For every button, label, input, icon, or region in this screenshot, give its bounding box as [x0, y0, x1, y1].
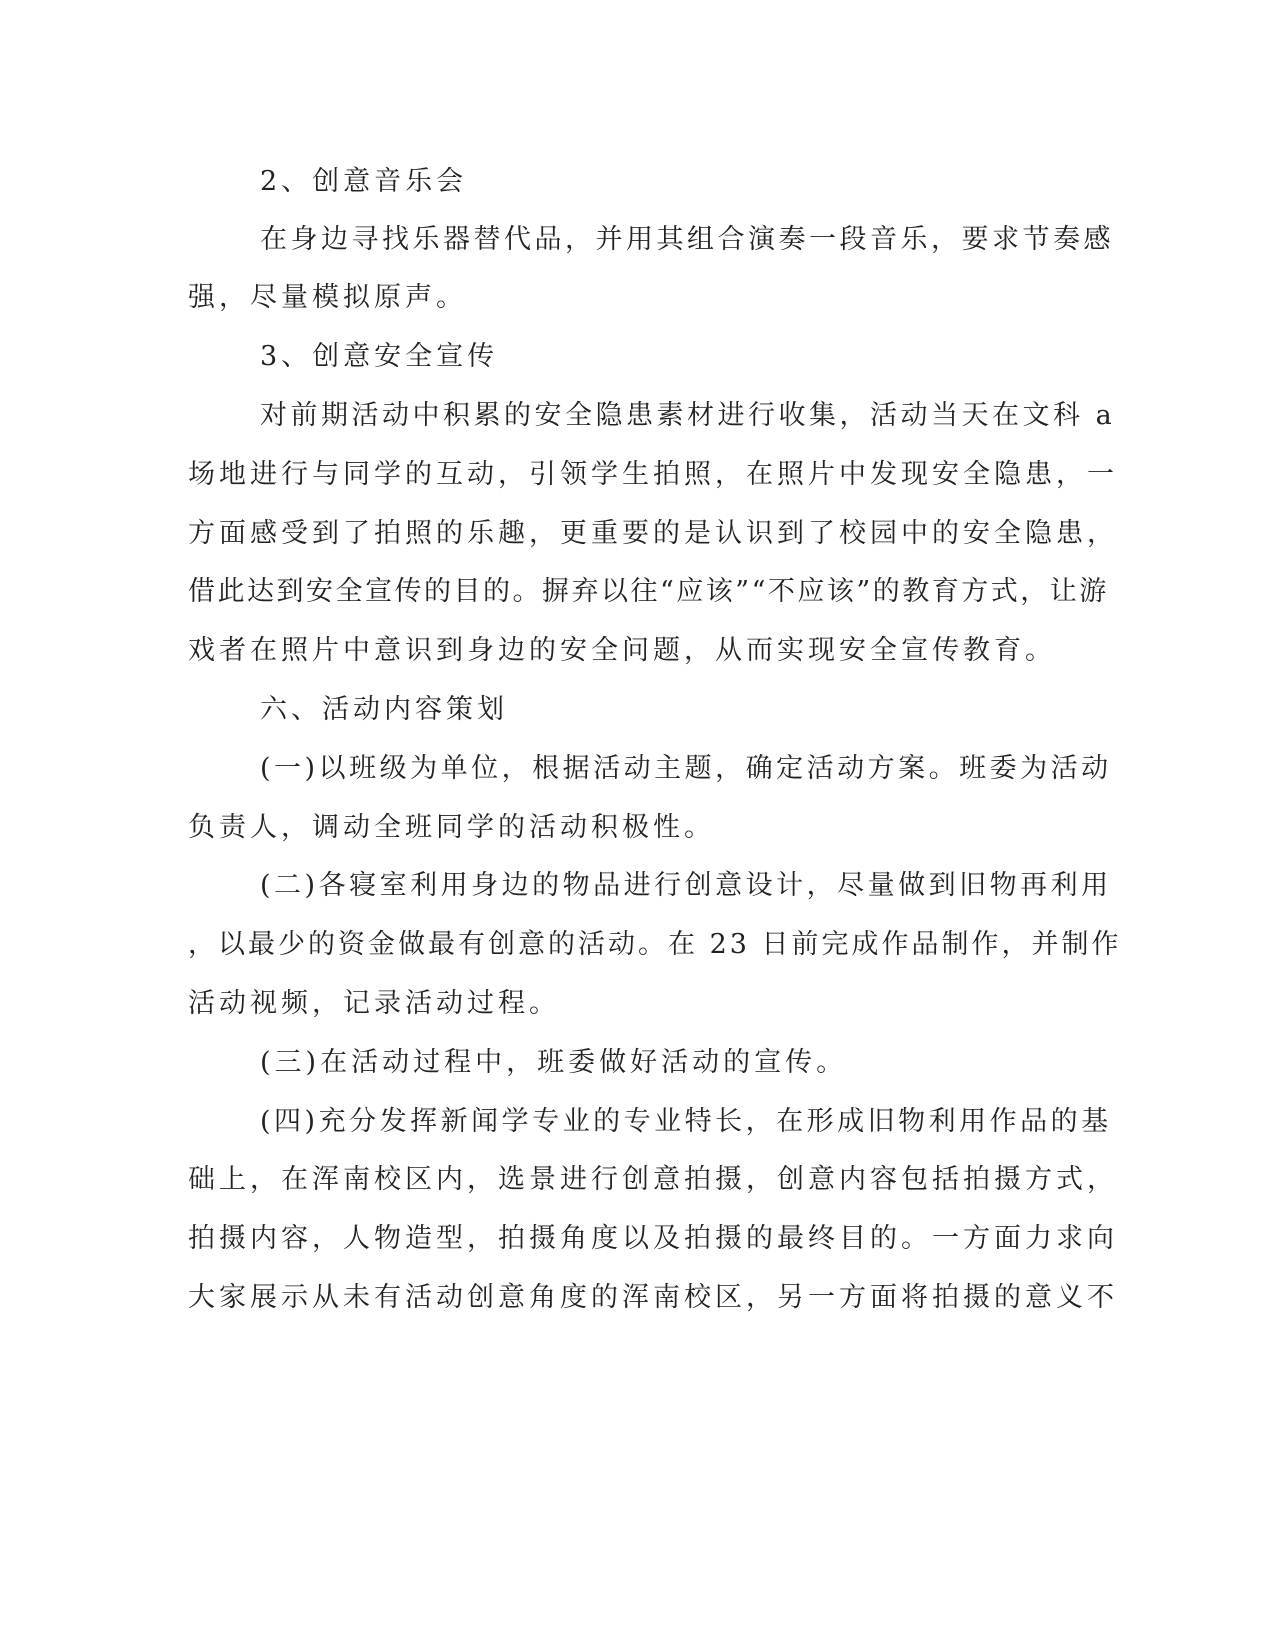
- paragraph-line: 大家展示从未有活动创意角度的浑南校区，另一方面将拍摄的意义不: [188, 1282, 1118, 1313]
- paragraph-line: 活动视频，记录活动过程。: [188, 988, 560, 1019]
- paragraph-line: 戏者在照片中意识到身边的安全问题，从而实现安全宣传教育。: [188, 635, 1056, 666]
- paragraph-line: 借此达到安全宣传的目的。摒弃以往“应该”“不应该”的教育方式，让游: [188, 576, 1109, 607]
- section-heading-activity-planning: 六、活动内容策划: [260, 694, 508, 725]
- paragraph-line: 础上，在浑南校区内，选景进行创意拍摄，创意内容包括拍摄方式，: [188, 1164, 1118, 1195]
- paragraph-line: (二)各寝室利用身边的物品进行创意设计，尽量做到旧物再利用: [260, 870, 1112, 901]
- paragraph-line: 拍摄内容，人物造型，拍摄角度以及拍摄的最终目的。一方面力求向: [188, 1223, 1118, 1254]
- paragraph-line: 强，尽量模拟原声。: [188, 282, 467, 313]
- paragraph-line: ，以最少的资金做最有创意的活动。在 23 日前完成作品制作，并制作: [188, 929, 1122, 960]
- paragraph-line: 负责人，调动全班同学的活动积极性。: [188, 812, 715, 843]
- section-heading-creative-concert: 2、创意音乐会: [260, 166, 468, 197]
- paragraph-line: 在身边寻找乐器替代品，并用其组合演奏一段音乐，要求节奏感: [260, 224, 1114, 255]
- paragraph-line: (一)以班级为单位，根据活动主题，确定活动方案。班委为活动: [260, 753, 1112, 784]
- paragraph-line: (四)充分发挥新闻学专业的专业特长，在形成旧物利用作品的基: [260, 1106, 1112, 1137]
- paragraph-line: 对前期活动中积累的安全隐患素材进行收集，活动当天在文科 a: [260, 400, 1116, 431]
- paragraph-line: 方面感受到了拍照的乐趣，更重要的是认识到了校园中的安全隐患，: [188, 518, 1118, 549]
- section-heading-safety-promotion: 3、创意安全宣传: [260, 341, 499, 372]
- paragraph-line: (三)在活动过程中，班委做好活动的宣传。: [260, 1047, 848, 1078]
- paragraph-line: 场地进行与同学的互动，引领学生拍照，在照片中发现安全隐患，一: [188, 459, 1118, 490]
